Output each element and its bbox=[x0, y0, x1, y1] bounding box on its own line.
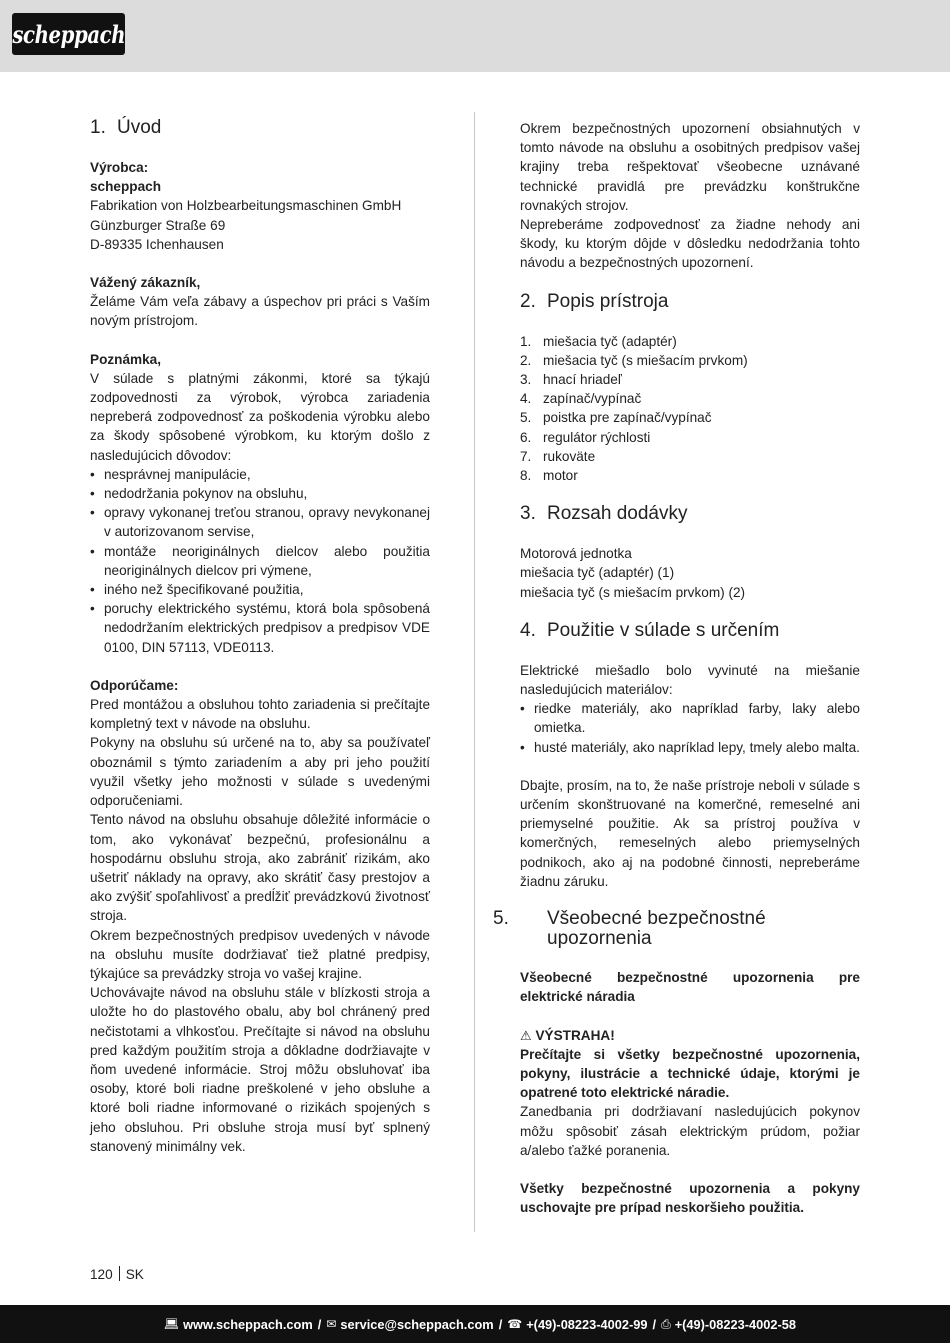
column-divider bbox=[474, 112, 475, 1232]
item-text: zapínač/vypínač bbox=[543, 391, 642, 407]
item-number: 3. bbox=[520, 372, 532, 388]
warning-triangle-icon: ⚠ bbox=[520, 1027, 532, 1043]
item-text: poistka pre zapínač/vypínač bbox=[543, 410, 712, 426]
item-text: rukoväte bbox=[543, 448, 596, 464]
list-item bbox=[520, 447, 860, 466]
scheppach-logo bbox=[12, 13, 125, 55]
phone-icon: ☎︎ bbox=[507, 1317, 523, 1331]
item-number: 6. bbox=[520, 429, 532, 445]
note-label: Poznámka, bbox=[90, 351, 162, 367]
list-item bbox=[520, 428, 860, 447]
fax-number: +(49)-08223-4002-58 bbox=[674, 1316, 796, 1332]
parts-list bbox=[520, 332, 860, 486]
manufacturer-line: Fabrikation von Holzbearbeitungsmaschinen GmbH bbox=[90, 198, 402, 214]
section-5-number: 5. bbox=[493, 908, 509, 930]
item-text: hnací hriadeľ bbox=[543, 372, 622, 388]
intended-use-note: Dbajte, prosím, na to, že naše prístroje neboli v súlade s určením skonštruované na komerčné, remeselné ani priemyselné použitie. Ak sa prístroj používa v komerčných, remeselných alebo priemyselných podnikoch, ako aj na podobné činnosti, nepreberáme žiadnu záruku. bbox=[520, 777, 860, 889]
intro-paragraph: Okrem bezpečnostných upozornení obsiahnutých v tomto návode na obsluhu a osobitných predpisov vašej krajiny treba rešpektovať všeobecne uznávané technické pravidlá pre prevádzku konštrukčne rovnakých strojov. bbox=[520, 121, 860, 213]
item-number: 7. bbox=[520, 448, 532, 464]
page-number-value: 120 bbox=[90, 1267, 113, 1282]
footer-separator: / bbox=[498, 1316, 503, 1332]
phone-number: +(49)-08223-4002-99 bbox=[526, 1316, 648, 1332]
fax-icon: ⎙ bbox=[661, 1316, 671, 1331]
recommend-paragraph: Pokyny na obsluhu sú určené na to, aby sa používateľ oboznámil s týmto zariadením a aby pri jeho použití využil všetky jeho možnosti v súlade s uvedenými odporučeniami. bbox=[90, 735, 430, 809]
right-column bbox=[493, 119, 860, 1217]
list-item: • riedke materiály, ako napríklad farby, laky alebo omietka. bbox=[520, 699, 860, 737]
section-3-number: 3. bbox=[520, 503, 536, 525]
header-bar bbox=[0, 0, 950, 72]
list-item: • poruchy elektrického systému, ktorá bola spôsobená nedodržaním elektrických predpisov a predpisov VDE 0100, DIN 57113, VDE0113. bbox=[90, 599, 430, 657]
delivery-line: Motorová jednotka bbox=[520, 546, 632, 562]
item-text: motor bbox=[543, 468, 578, 484]
recommend-paragraph: Tento návod na obsluhu obsahuje dôležité informácie o tom, ako vykonávať bezpečnú, profesionálnu a hospodárnu obsluhu stroja, ako zabrániť rizikám, ako ušetriť náklady na opravy, ako skrátiť časy prestojov a ako zvýšiť spoľahlivosť a predĺžiť prevádzkovú životnosť stroja. bbox=[90, 812, 430, 924]
safety-subheading: Všeobecné bezpečnostné upozornenia pre elektrické náradia bbox=[520, 970, 860, 1005]
page-number bbox=[90, 1265, 144, 1284]
list-item bbox=[520, 389, 860, 408]
list-item: • montáže neoriginálnych dielcov alebo použitia neoriginálnych dielcov pri výmene, bbox=[90, 542, 430, 580]
list-item: • nesprávnej manipulácie, bbox=[90, 465, 430, 484]
section-4-number: 4. bbox=[520, 619, 536, 641]
recommend-label: Odporúčame: bbox=[90, 677, 179, 693]
delivery-line: miešacia tyč (adaptér) (1) bbox=[520, 565, 675, 581]
keep-instructions-note: Všetky bezpečnostné upozornenia a pokyny uschovajte pre prípad neskoršieho použitia. bbox=[520, 1180, 860, 1216]
note-list bbox=[90, 465, 430, 657]
email-icon: ✉︎ bbox=[326, 1317, 337, 1331]
recommend-paragraph: Okrem bezpečnostných predpisov uvedených v návode na obsluhu musíte dodržiavať tiež platné predpisy, týkajúce sa prevádzky stroja vo vašej krajine. bbox=[90, 927, 430, 981]
dear-customer-text: Želáme Vám veľa zábavy a úspechov pri práci s Vaším novým prístrojom. bbox=[90, 294, 430, 329]
item-text: miešacia tyč (s miešacím prvkom) bbox=[543, 352, 748, 368]
manufacturer-line: Günzburger Straße 69 bbox=[90, 217, 226, 233]
materials-list bbox=[520, 699, 860, 757]
list-item bbox=[520, 408, 860, 427]
section-2-heading bbox=[520, 291, 860, 313]
list-item: • nedodržania pokynov na obsluhu, bbox=[90, 484, 430, 503]
footer-separator: / bbox=[317, 1316, 322, 1332]
list-item bbox=[520, 466, 860, 485]
recommend-paragraph: Pred montážou a obsluhou tohto zariadenia si prečítajte kompletný text v návode na obsluhu. bbox=[90, 697, 430, 732]
list-item: • iného než špecifikované použitia, bbox=[90, 580, 430, 599]
manufacturer-line: D-89335 Ichenhausen bbox=[90, 236, 224, 252]
computer-icon: 💻︎ bbox=[163, 1317, 180, 1331]
list-item: • opravy vykonanej treťou stranou, opravy nevykonanej v autorizovanom servise, bbox=[90, 503, 430, 541]
manufacturer-label: Výrobca: bbox=[90, 160, 149, 175]
list-item bbox=[520, 370, 860, 389]
intro-paragraph: Nepreberáme zodpovednosť za žiadne nehody ani škody, ku ktorým dôjde v dôsledku nedodržania tohto návodu a bezpečnostných upozornení. bbox=[520, 217, 860, 271]
footer-separator: / bbox=[652, 1316, 657, 1332]
left-column bbox=[90, 117, 430, 1156]
list-item: • husté materiály, ako napríklad lepy, tmely alebo malta. bbox=[520, 738, 860, 757]
warning-text: Zanedbania pri dodržiavaní nasledujúcich pokynov môžu spôsobiť zásah elektrickým prúdom, požiar a/alebo ťažké poranenia. bbox=[520, 1104, 860, 1158]
item-text: regulátor rýchlosti bbox=[543, 429, 651, 445]
section-2-title: Popis prístroja bbox=[547, 290, 669, 312]
list-item bbox=[520, 332, 860, 351]
warning-heading bbox=[520, 1026, 860, 1045]
item-number: 4. bbox=[520, 391, 532, 407]
item-text: miešacia tyč (adaptér) bbox=[543, 333, 677, 349]
warning-label: VÝSTRAHA! bbox=[535, 1027, 615, 1043]
logo-text: scheppach bbox=[12, 19, 125, 49]
item-number: 5. bbox=[520, 410, 532, 426]
section-1-heading bbox=[90, 117, 430, 139]
website-link[interactable]: www.scheppach.com bbox=[183, 1316, 313, 1332]
item-number: 8. bbox=[520, 468, 532, 484]
email-link[interactable]: service@scheppach.com bbox=[340, 1316, 494, 1332]
note-text: V súlade s platnými zákonmi, ktoré sa týkajú zodpovednosti za výrobok, výrobca zariadenia nepreberá zodpovednosť za poškodenia výrobku alebo za škody spôsobené výrobkom, ku ktorým došlo z nasledujúcich dôvodov: bbox=[90, 370, 430, 463]
section-3-heading bbox=[520, 503, 860, 525]
section-3-title: Rozsah dodávky bbox=[547, 503, 688, 525]
page-separator bbox=[119, 1266, 120, 1281]
manufacturer-name: scheppach bbox=[90, 179, 162, 195]
contact-footer bbox=[0, 1305, 950, 1343]
dear-customer-label: Vážený zákazník, bbox=[90, 275, 201, 291]
section-1-number: 1. bbox=[90, 117, 106, 138]
item-number: 1. bbox=[520, 333, 532, 349]
language-code: SK bbox=[125, 1267, 144, 1282]
delivery-line: miešacia tyč (s miešacím prvkom) (2) bbox=[520, 584, 746, 600]
section-5-heading bbox=[493, 908, 860, 950]
section-1-title: Úvod bbox=[117, 117, 162, 138]
section-2-number: 2. bbox=[520, 290, 536, 312]
intended-use-intro: Elektrické miešadlo bolo vyvinuté na miešanie nasledujúcich materiálov: bbox=[520, 662, 860, 698]
list-item bbox=[520, 351, 860, 370]
warning-bold-text: Prečítajte si všetky bezpečnostné upozornenia, pokyny, ilustrácie a technické údaje, ktorými je opatrené toto elektrické náradie. bbox=[520, 1046, 860, 1101]
item-number: 2. bbox=[520, 352, 532, 368]
recommend-paragraph: Uchovávajte návod na obsluhu stále v blízkosti stroja a uložte ho do plastového obalu, aby bol chránený pred nečistotami a vlhkosťou. Prečítajte si návod na obsluhu pred každým použitím stroja a dôkladne dodržiavajte v ňom uvedené informácie. Stroj môžu obsluhovať iba osoby, ktoré boli riadne preškolené v jeho obsluhe a ktoré boli riadne informované o rizikách spojených s jeho obsluhou. Pri obsluhe stroja musí byť splnený stanovený minimálny vek. bbox=[90, 985, 430, 1154]
section-4-title: Použitie v súlade s určením bbox=[547, 619, 780, 641]
section-5-title: Všeobecné bezpečnostné upozornenia bbox=[547, 908, 766, 950]
section-4-heading bbox=[520, 620, 860, 642]
